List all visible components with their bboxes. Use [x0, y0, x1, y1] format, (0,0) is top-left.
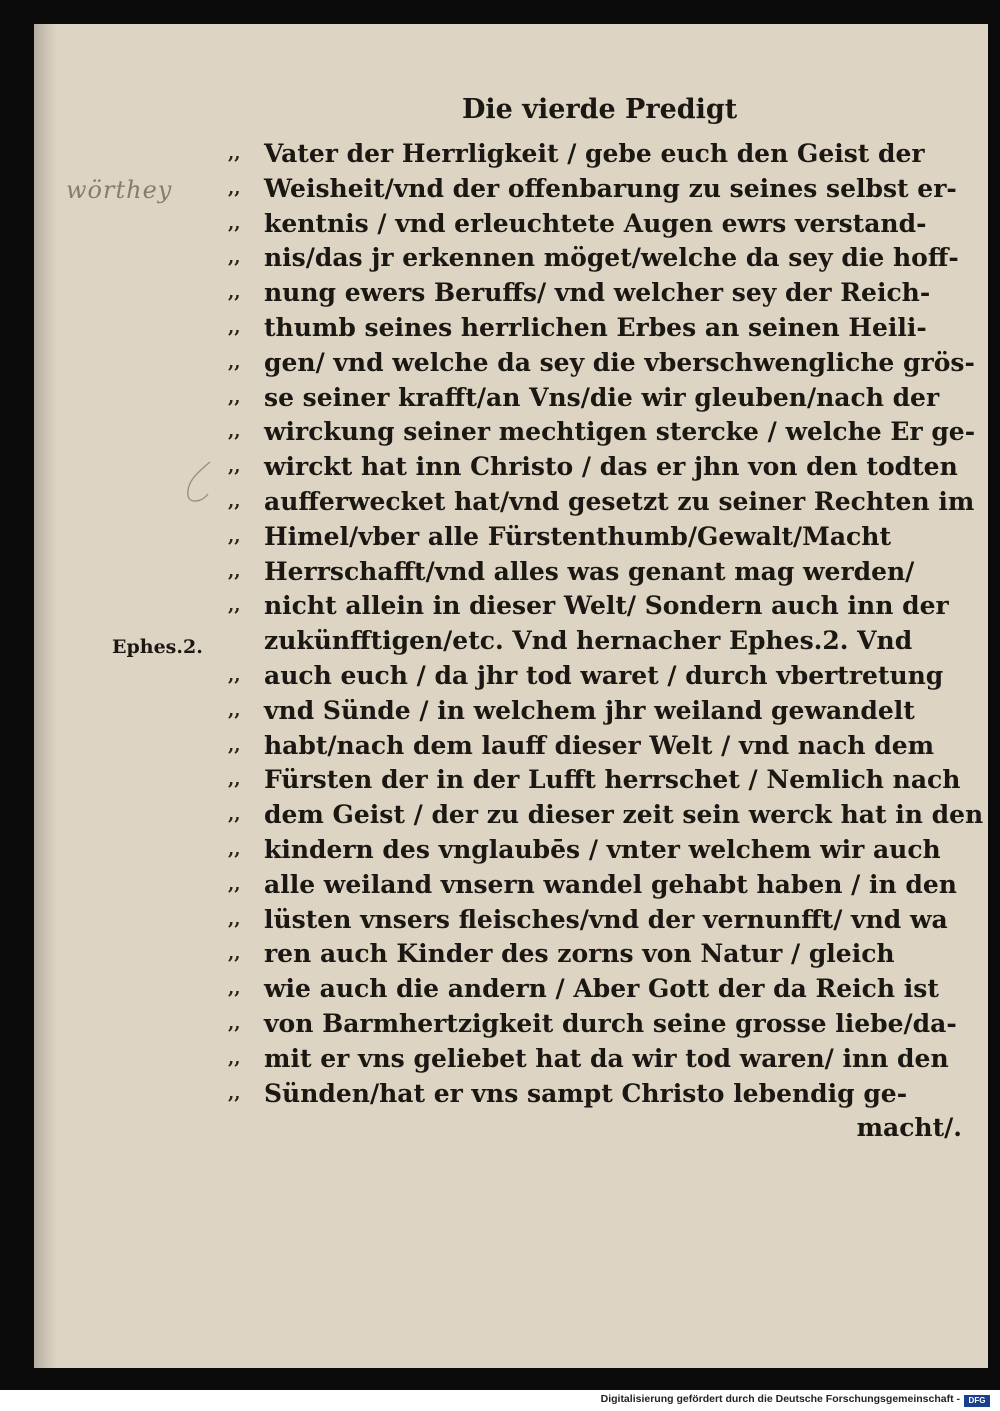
line-text: wie auch die andern / Aber Gott der da Reich ist — [264, 974, 939, 1004]
line-text: Herrschafft/vnd alles was genant mag werden/ — [264, 556, 915, 586]
text-line — [228, 798, 984, 833]
handwritten-note: wörthey — [66, 176, 173, 204]
margin-note: Ephes.2. — [112, 636, 203, 658]
text-line — [228, 555, 968, 590]
line-text: wirckung seiner mechtigen stercke / welche Er ge- — [264, 417, 976, 447]
line-text: wirckt hat inn Christo / das er jhn von den todten — [264, 452, 958, 482]
text-line — [228, 1077, 968, 1112]
text-line — [228, 659, 968, 694]
text-line — [228, 415, 976, 450]
line-text: auch euch / da jhr tod waret / durch vbertretung — [264, 660, 944, 690]
text-line — [228, 1111, 968, 1146]
text-line — [228, 485, 975, 520]
quote-mark: ,, — [228, 804, 241, 826]
text-line — [228, 520, 968, 555]
line-text: vnd Sünde / in welchem jhr weiland gewandelt — [264, 695, 915, 725]
running-head: Die vierde Predigt — [462, 94, 738, 125]
text-line — [228, 1007, 968, 1042]
text-line — [228, 450, 968, 485]
text-line — [228, 624, 968, 659]
text-line — [228, 589, 968, 624]
quote-mark: ,, — [228, 456, 241, 478]
line-text: macht/. — [856, 1113, 962, 1143]
line-text: Fürsten der in der Lufft herrschet / Nemlich nach — [264, 765, 961, 795]
line-text: aufferwecket hat/vnd gesetzt zu seiner Rechten im — [264, 486, 975, 516]
line-text: habt/nach dem lauff dieser Welt / vnd nach dem — [264, 730, 935, 760]
quote-mark: ,, — [228, 525, 241, 547]
text-block — [228, 137, 984, 1146]
text-line — [228, 694, 968, 729]
quote-mark: ,, — [228, 1012, 241, 1034]
line-text: Himel/vber alle Fürstenthumb/Gewalt/Macht — [264, 521, 891, 551]
line-text: kentnis / vnd erleuchtete Augen ewrs verstand- — [264, 208, 927, 238]
quote-mark: ,, — [228, 734, 241, 756]
quote-mark: ,, — [228, 282, 241, 304]
quote-mark: ,, — [228, 177, 241, 199]
quote-mark: ,, — [228, 490, 241, 512]
quote-mark: ,, — [228, 908, 241, 930]
quote-mark: ,, — [228, 351, 241, 373]
line-text: se seiner krafft/an Vns/die wir gleuben/nach der — [264, 382, 940, 412]
text-line — [228, 903, 968, 938]
quote-mark: ,, — [228, 421, 241, 443]
quote-mark: ,, — [228, 143, 241, 164]
line-text: Weisheit/vnd der offenbarung zu seines selbst er- — [264, 173, 957, 203]
quote-mark: ,, — [228, 316, 241, 338]
line-text: thumb seines herrlichen Erbes an seinen Heili- — [264, 312, 927, 342]
text-line — [228, 1042, 968, 1077]
quote-mark: ,, — [228, 595, 241, 617]
quote-mark: ,, — [228, 664, 241, 686]
line-text: nicht allein in dieser Welt/ Sondern auch inn der — [264, 591, 949, 621]
line-text: lüsten vnsers fleisches/vnd der vernunfft/ vnd wa — [264, 904, 948, 934]
line-text: gen/ vnd welche da sey die vberschwengliche grös- — [264, 347, 975, 377]
quote-mark: ,, — [228, 943, 241, 965]
quote-mark: ,, — [228, 386, 241, 408]
quote-mark: ,, — [228, 699, 241, 721]
text-line — [228, 972, 968, 1007]
line-text: nis/das jr erkennen möget/welche da sey die hoff- — [264, 243, 959, 273]
text-line — [228, 311, 968, 346]
quote-mark: ,, — [228, 873, 241, 895]
line-text: von Barmhertzigkeit durch seine grosse liebe/da- — [264, 1008, 957, 1038]
quote-mark: ,, — [228, 212, 241, 234]
line-text: Sünden/hat er vns sampt Christo lebendig ge- — [264, 1078, 908, 1108]
text-line — [228, 868, 968, 903]
text-line — [228, 241, 968, 276]
text-line — [228, 207, 968, 242]
line-text: nung ewers Beruffs/ vnd welcher sey der Reich- — [264, 278, 931, 308]
line-text: Vater der Herrligkeit / gebe euch den Geist der — [264, 139, 925, 168]
text-line — [228, 137, 968, 172]
text-line — [228, 381, 968, 416]
line-text: ren auch Kinder des zorns von Natur / gleich — [264, 939, 895, 969]
line-text: zukünfftigen/etc. Vnd hernacher Ephes.2. Vnd — [264, 626, 913, 656]
text-line — [228, 172, 968, 207]
footer-credit: Digitalisierung gefördert durch die Deutsche Forschungsgemeinschaft - — [600, 1393, 960, 1405]
quote-mark: ,, — [228, 247, 241, 269]
text-line — [228, 763, 968, 798]
pencil-mark-icon — [180, 458, 216, 508]
quote-mark: ,, — [228, 560, 241, 582]
quote-mark: ,, — [228, 1047, 241, 1069]
text-line — [228, 833, 968, 868]
dfg-logo: DFG — [964, 1395, 990, 1407]
quote-mark: ,, — [228, 1082, 241, 1104]
quote-mark: ,, — [228, 769, 241, 791]
line-text: dem Geist / der zu dieser zeit sein werck hat in den — [264, 800, 984, 830]
line-text: mit er vns geliebet hat da wir tod waren/ inn den — [264, 1043, 949, 1073]
text-line — [228, 276, 968, 311]
text-line — [228, 729, 968, 764]
text-line — [228, 937, 968, 972]
quote-mark: ,, — [228, 838, 241, 860]
line-text: alle weiland vnsern wandel gehabt haben / in den — [264, 869, 957, 899]
text-line — [228, 346, 975, 381]
line-text: kindern des vnglaubēs / vnter welchem wir auch — [264, 834, 941, 864]
quote-mark: ,, — [228, 978, 241, 1000]
